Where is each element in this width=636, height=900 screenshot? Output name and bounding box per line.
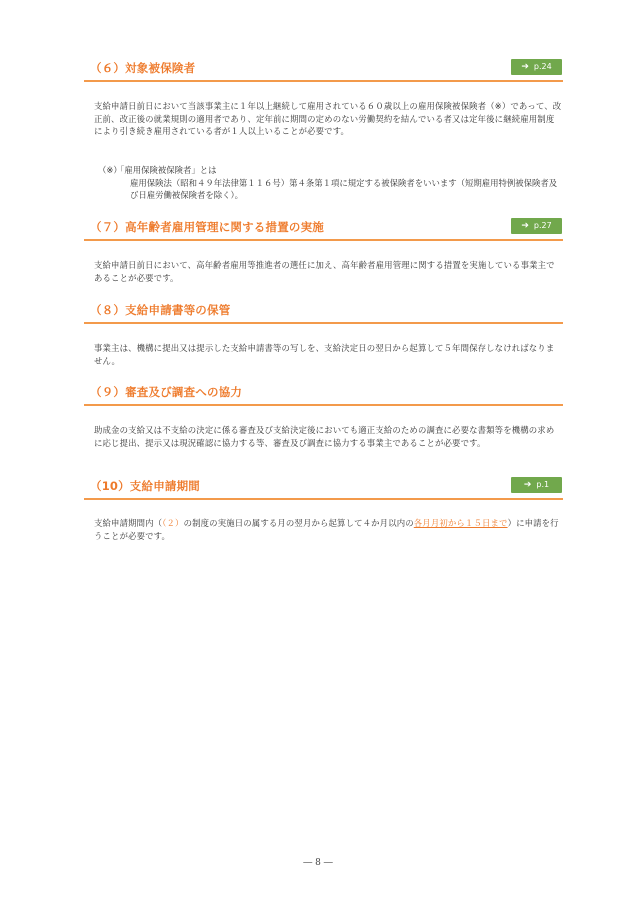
section-heading: [84, 300, 563, 324]
section-title: （10）支給申請期間: [90, 479, 201, 493]
page-reference-badge[interactable]: [511, 477, 562, 493]
section-heading: [84, 217, 563, 241]
section-heading: [84, 382, 563, 406]
page-reference-badge[interactable]: [511, 59, 562, 75]
note-text: [116, 164, 564, 202]
arrow-right-icon: ➔: [521, 62, 529, 72]
section-heading: [84, 58, 563, 82]
note-line-2: 雇用保険法（昭和４９年法律第１１６号）第４条第１項に規定する被保険者をいいます（短期雇用特例被保険者及び日雇労働被保険者を除く）。: [130, 177, 558, 201]
section-body: [94, 517, 562, 542]
page-reference-badge[interactable]: [511, 218, 562, 234]
section-title: （６）対象被保険者: [90, 61, 196, 75]
section-title: （８）支給申請書等の保管: [90, 303, 231, 317]
arrow-right-icon: ➔: [521, 221, 529, 231]
body-text-end: ）に申請を行うことが必要です。: [94, 518, 559, 541]
note-line-1: 「雇用保険被保険者」とは: [116, 165, 217, 175]
section-body: 事業主は、機構に提出又は提示した支給申請書等の写しを、支給決定日の翌日から起算して５年間保存しなければなりません。: [94, 343, 555, 366]
page-number: ― 8 ―: [303, 858, 333, 868]
body-text-middle: の制度の実施日の属する月の翌月から起算して４か月以内の: [183, 518, 414, 528]
page-reference-label: p.24: [533, 62, 552, 71]
application-period-link[interactable]: 各月月初から１５日まで: [413, 518, 508, 528]
note-marker: （※）: [98, 165, 122, 175]
section-cross-reference-link[interactable]: （２）: [162, 518, 184, 528]
section-title: （７）高年齢者雇用管理に関する措置の実施: [90, 220, 324, 234]
page-reference-label: p.1: [536, 480, 550, 489]
page-reference-label: p.27: [533, 221, 552, 230]
section-heading: [84, 476, 563, 500]
section-body: 支給申請日前日において当該事業主に１年以上継続して雇用されている６０歳以上の雇用保険被保険者（※）であって、改正前、改正後の就業規則の適用者であり、定年前に期間の定めのない労働契約を結んでいる者又は定年後に継続雇用制度により引き続き雇用されている者が１人以上いることが必要です。: [94, 101, 562, 137]
section-body: 助成金の支給又は不支給の決定に係る審査及び支給決定後においても適正支給のための調査に必要な書類等を機構の求めに応じ提出、提示又は現況確認に協力する等、審査及び調査に協力する事業主であることが必要です。: [94, 425, 555, 448]
section-title: （９）審査及び調査への協力: [90, 385, 243, 399]
section-body: 支給申請日前日において、高年齢者雇用等推進者の選任に加え、高年齢者雇用管理に関する措置を実施している事業主であることが必要です。: [94, 260, 555, 283]
body-text-start: 支給申請期間内（: [94, 518, 163, 528]
arrow-right-icon: ➔: [523, 480, 532, 490]
